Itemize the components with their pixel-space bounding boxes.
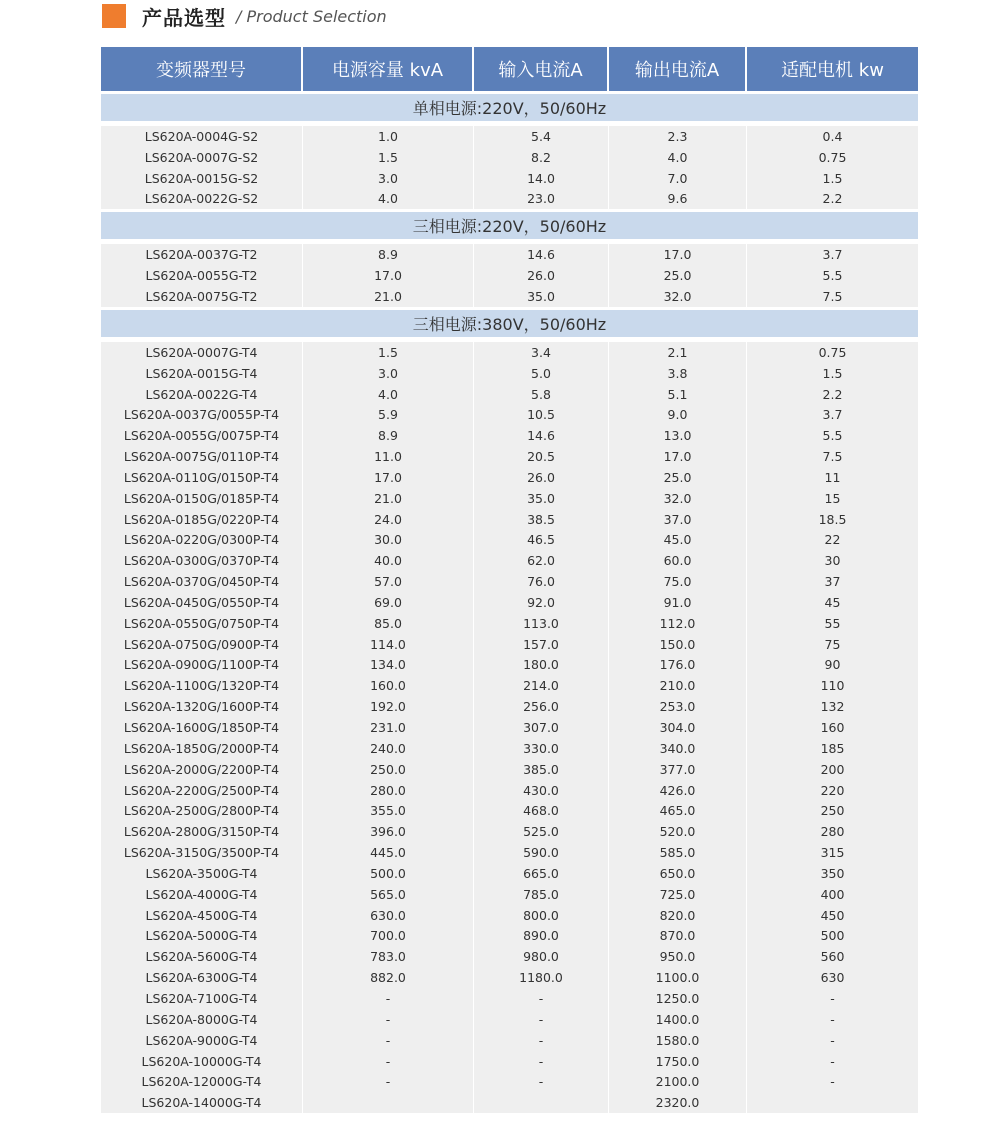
cell-input-current: 113.0 [474,613,609,634]
cell-input-current: 76.0 [474,571,609,592]
cell-input-current: 62.0 [474,550,609,571]
cell-motor-power: - [830,1011,835,1027]
cell-output-current: 650.0 [609,863,747,884]
table-row [101,926,918,947]
cell-input-current: 26.0 [474,467,609,488]
cell-motor-power: 132 [820,699,845,715]
table-row [101,717,918,738]
cell-output-current: 2320.0 [609,1092,747,1113]
cell-input-current: - [474,1071,609,1092]
cell-input-current: - [474,1030,609,1051]
cell-input-current: 8.2 [474,147,609,168]
cell-capacity: 3.0 [303,168,474,189]
heading-title-en: / Product Selection [236,6,387,26]
cell-input-current: 92.0 [474,592,609,613]
cell-input-current: 14.6 [474,244,609,265]
column-header-capacity: 电源容量 kvA [303,47,474,91]
table-row [101,189,918,210]
cell-output-current: 60.0 [609,550,747,571]
cell-model: LS620A-0185G/0220P-T4 [101,509,303,530]
table-row [101,265,918,286]
cell-input-current: 35.0 [474,488,609,509]
cell-output-current: 2.1 [609,342,747,363]
cell-output-current: 210.0 [609,675,747,696]
cell-model: LS620A-9000G-T4 [101,1030,303,1051]
cell-model: LS620A-6300G-T4 [101,967,303,988]
cell-motor-power: 7.5 [822,288,843,304]
cell-capacity: 17.0 [303,265,474,286]
table-row [101,244,918,265]
cell-motor-power: 0.4 [822,128,843,144]
cell-motor-power: 18.5 [818,511,847,527]
table-row [101,425,918,446]
cell-output-current: 5.1 [609,384,747,405]
cell-input-current: 180.0 [474,655,609,676]
cell-model: LS620A-0750G/0900P-T4 [101,634,303,655]
cell-model: LS620A-0015G-T4 [101,363,303,384]
cell-model: LS620A-5600G-T4 [101,946,303,967]
table-row [101,655,918,676]
table-row [101,530,918,551]
table-row [101,863,918,884]
table-row [101,800,918,821]
cell-model: LS620A-0022G-T4 [101,384,303,405]
cell-output-current: 91.0 [609,592,747,613]
cell-input-current: - [474,1009,609,1030]
cell-model: LS620A-2000G/2200P-T4 [101,759,303,780]
cell-model: LS620A-0007G-S2 [101,147,303,168]
cell-motor-power: 0.75 [818,149,847,165]
cell-model: LS620A-0075G-T2 [101,286,303,307]
cell-model: LS620A-3500G-T4 [101,863,303,884]
cell-output-current: 2100.0 [609,1071,747,1092]
cell-output-current: 2.3 [609,126,747,147]
cell-motor-power [747,1092,918,1113]
cell-input-current: 430.0 [474,780,609,801]
cell-capacity: 3.0 [303,363,474,384]
cell-capacity: 11.0 [303,446,474,467]
cell-output-current: 3.8 [609,363,747,384]
cell-model: LS620A-0220G/0300P-T4 [101,530,303,551]
cell-motor-power: 5.5 [822,268,843,284]
cell-model: LS620A-0450G/0550P-T4 [101,592,303,613]
table-row [101,126,918,147]
cell-input-current: 35.0 [474,286,609,307]
cell-input-current: 1180.0 [474,967,609,988]
cell-output-current: 253.0 [609,696,747,717]
cell-capacity: - [303,1009,474,1030]
table-row [101,592,918,613]
cell-capacity: 134.0 [303,655,474,676]
cell-motor-power: 37 [824,574,841,590]
cell-output-current: 1400.0 [609,1009,747,1030]
cell-capacity: 783.0 [303,946,474,967]
cell-motor-power: 45 [824,594,841,610]
cell-motor-power: 200 [820,761,845,777]
cell-model: LS620A-0055G-T2 [101,265,303,286]
cell-motor-power: 250 [820,803,845,819]
table-row [101,342,918,363]
cell-capacity: 85.0 [303,613,474,634]
cell-motor-power: 560 [820,949,845,965]
cell-model: LS620A-0007G-T4 [101,342,303,363]
cell-capacity: - [303,1071,474,1092]
product-selection-table [101,47,918,1113]
cell-motor-power: - [830,1053,835,1069]
cell-model: LS620A-14000G-T4 [101,1092,303,1113]
cell-output-current: 377.0 [609,759,747,780]
cell-input-current: 800.0 [474,905,609,926]
cell-output-current: 32.0 [609,286,747,307]
cell-input-current: 20.5 [474,446,609,467]
cell-input-current: 385.0 [474,759,609,780]
table-row [101,738,918,759]
cell-input-current: 214.0 [474,675,609,696]
cell-motor-power: 90 [824,657,841,673]
table-row [101,550,918,571]
cell-capacity: 240.0 [303,738,474,759]
cell-input-current: 5.0 [474,363,609,384]
cell-capacity: 30.0 [303,530,474,551]
cell-capacity: 160.0 [303,675,474,696]
cell-motor-power: 7.5 [822,449,843,465]
cell-motor-power: 400 [820,886,845,902]
cell-output-current: 13.0 [609,425,747,446]
cell-model: LS620A-0037G/0055P-T4 [101,404,303,425]
cell-output-current: 725.0 [609,884,747,905]
cell-model: LS620A-5000G-T4 [101,926,303,947]
table-row [101,384,918,405]
table-row [101,147,918,168]
cell-output-current: 950.0 [609,946,747,967]
table-row [101,884,918,905]
table-row [101,446,918,467]
cell-motor-power: 55 [824,615,841,631]
table-row [101,821,918,842]
cell-input-current [474,1092,609,1113]
cell-output-current: 1750.0 [609,1051,747,1072]
cell-input-current: 14.6 [474,425,609,446]
cell-model: LS620A-0550G/0750P-T4 [101,613,303,634]
cell-model: LS620A-0900G/1100P-T4 [101,655,303,676]
table-row [101,675,918,696]
cell-capacity: 630.0 [303,905,474,926]
cell-motor-power: 315 [820,845,845,861]
cell-output-current: 304.0 [609,717,747,738]
cell-capacity [303,1092,474,1113]
cell-model: LS620A-1850G/2000P-T4 [101,738,303,759]
cell-motor-power: 1.5 [822,365,843,381]
cell-motor-power: 3.7 [822,247,843,263]
cell-output-current: 870.0 [609,926,747,947]
cell-input-current: 157.0 [474,634,609,655]
cell-input-current: 785.0 [474,884,609,905]
table-row [101,780,918,801]
cell-output-current: 426.0 [609,780,747,801]
cell-motor-power: 2.2 [822,191,843,207]
cell-output-current: 17.0 [609,446,747,467]
cell-input-current: 23.0 [474,189,609,210]
cell-motor-power: 280 [820,824,845,840]
section-header-row: 三相电源:220V，50/60Hz [101,212,918,239]
cell-output-current: 585.0 [609,842,747,863]
cell-input-current: 307.0 [474,717,609,738]
cell-motor-power: 185 [820,740,845,756]
cell-input-current: 256.0 [474,696,609,717]
cell-capacity: 24.0 [303,509,474,530]
table-header [101,47,918,91]
cell-output-current: 17.0 [609,244,747,265]
cell-capacity: 700.0 [303,926,474,947]
cell-capacity: 250.0 [303,759,474,780]
cell-motor-power: 11 [824,469,841,485]
cell-model: LS620A-4000G-T4 [101,884,303,905]
cell-model: LS620A-0370G/0450P-T4 [101,571,303,592]
cell-model: LS620A-0015G-S2 [101,168,303,189]
cell-model: LS620A-0110G/0150P-T4 [101,467,303,488]
cell-model: LS620A-0022G-S2 [101,189,303,210]
table-row [101,363,918,384]
cell-output-current: 9.0 [609,404,747,425]
cell-capacity: 69.0 [303,592,474,613]
cell-capacity: - [303,1051,474,1072]
cell-input-current: - [474,1051,609,1072]
cell-capacity: 8.9 [303,425,474,446]
cell-model: LS620A-0150G/0185P-T4 [101,488,303,509]
cell-capacity: 1.5 [303,147,474,168]
cell-capacity: 192.0 [303,696,474,717]
cell-output-current: 25.0 [609,467,747,488]
cell-motor-power: - [830,1032,835,1048]
table-row [101,905,918,926]
cell-motor-power: 30 [824,553,841,569]
cell-capacity: 280.0 [303,780,474,801]
cell-input-current: 590.0 [474,842,609,863]
cell-output-current: 9.6 [609,189,747,210]
cell-capacity: 565.0 [303,884,474,905]
cell-capacity: 5.9 [303,404,474,425]
cell-model: LS620A-0037G-T2 [101,244,303,265]
cell-input-current: 980.0 [474,946,609,967]
table-body [101,94,918,1113]
cell-capacity: 4.0 [303,384,474,405]
cell-model: LS620A-0300G/0370P-T4 [101,550,303,571]
table-row [101,1051,918,1072]
cell-input-current: - [474,988,609,1009]
cell-motor-power: 450 [820,907,845,923]
cell-motor-power: 350 [820,865,845,881]
column-header-output-current: 输出电流A [609,47,747,91]
column-header-model: 变频器型号 [101,47,303,91]
table-row [101,634,918,655]
cell-capacity: 396.0 [303,821,474,842]
cell-output-current: 176.0 [609,655,747,676]
cell-model: LS620A-2200G/2500P-T4 [101,780,303,801]
cell-output-current: 820.0 [609,905,747,926]
cell-motor-power: 75 [824,636,841,652]
table-row [101,1092,918,1113]
section-header-row: 三相电源:380V，50/60Hz [101,310,918,337]
cell-motor-power: 2.2 [822,386,843,402]
table-row [101,467,918,488]
cell-model: LS620A-1100G/1320P-T4 [101,675,303,696]
cell-capacity: - [303,1030,474,1051]
cell-motor-power: - [830,1074,835,1090]
cell-model: LS620A-2500G/2800P-T4 [101,800,303,821]
cell-model: LS620A-10000G-T4 [101,1051,303,1072]
cell-input-current: 14.0 [474,168,609,189]
cell-model: LS620A-12000G-T4 [101,1071,303,1092]
table-row [101,1071,918,1092]
cell-motor-power: 1.5 [822,170,843,186]
cell-motor-power: 500 [820,928,845,944]
cell-capacity: 8.9 [303,244,474,265]
cell-motor-power: 15 [824,490,841,506]
cell-model: LS620A-7100G-T4 [101,988,303,1009]
table-row [101,696,918,717]
table-row [101,168,918,189]
cell-capacity: 1.5 [303,342,474,363]
cell-capacity: 21.0 [303,488,474,509]
cell-output-current: 37.0 [609,509,747,530]
cell-input-current: 665.0 [474,863,609,884]
cell-model: LS620A-1320G/1600P-T4 [101,696,303,717]
cell-capacity: 40.0 [303,550,474,571]
cell-capacity: 114.0 [303,634,474,655]
cell-capacity: 445.0 [303,842,474,863]
column-header-motor-power: 适配电机 kw [781,60,884,81]
cell-model: LS620A-3150G/3500P-T4 [101,842,303,863]
cell-output-current: 1100.0 [609,967,747,988]
cell-model: LS620A-0004G-S2 [101,126,303,147]
cell-capacity: 17.0 [303,467,474,488]
cell-motor-power: 160 [820,720,845,736]
cell-input-current: 26.0 [474,265,609,286]
cell-model: LS620A-1600G/1850P-T4 [101,717,303,738]
table-row [101,759,918,780]
cell-model: LS620A-0075G/0110P-T4 [101,446,303,467]
cell-output-current: 150.0 [609,634,747,655]
cell-motor-power: 5.5 [822,428,843,444]
cell-capacity: 500.0 [303,863,474,884]
heading-title-cn: 产品选型 [142,5,226,30]
cell-input-current: 38.5 [474,509,609,530]
cell-output-current: 32.0 [609,488,747,509]
table-row [101,286,918,307]
table-row [101,404,918,425]
table-row [101,509,918,530]
table-row [101,613,918,634]
cell-motor-power: - [830,990,835,1006]
cell-model: LS620A-4500G-T4 [101,905,303,926]
cell-output-current: 25.0 [609,265,747,286]
orange-square-icon [102,4,126,28]
cell-model: LS620A-0055G/0075P-T4 [101,425,303,446]
cell-output-current: 45.0 [609,530,747,551]
cell-input-current: 5.4 [474,126,609,147]
cell-capacity: 231.0 [303,717,474,738]
cell-input-current: 525.0 [474,821,609,842]
cell-model: LS620A-8000G-T4 [101,1009,303,1030]
cell-capacity: 4.0 [303,189,474,210]
cell-input-current: 330.0 [474,738,609,759]
cell-capacity: 21.0 [303,286,474,307]
cell-motor-power: 22 [824,532,841,548]
page-heading [102,2,387,30]
cell-motor-power: 3.7 [822,407,843,423]
cell-model: LS620A-2800G/3150P-T4 [101,821,303,842]
table-row [101,1009,918,1030]
cell-input-current: 3.4 [474,342,609,363]
table-row [101,1030,918,1051]
cell-output-current: 1250.0 [609,988,747,1009]
table-row [101,571,918,592]
cell-motor-power: 630 [820,970,845,986]
cell-output-current: 465.0 [609,800,747,821]
cell-output-current: 112.0 [609,613,747,634]
table-row [101,967,918,988]
table-row [101,988,918,1009]
table-row [101,842,918,863]
cell-capacity: 57.0 [303,571,474,592]
column-header-input-current: 输入电流A [474,47,609,91]
cell-input-current: 468.0 [474,800,609,821]
cell-output-current: 1580.0 [609,1030,747,1051]
cell-input-current: 890.0 [474,926,609,947]
cell-capacity: 1.0 [303,126,474,147]
cell-input-current: 46.5 [474,530,609,551]
cell-input-current: 5.8 [474,384,609,405]
cell-input-current: 10.5 [474,404,609,425]
table-row [101,488,918,509]
table-row [101,946,918,967]
cell-output-current: 520.0 [609,821,747,842]
cell-motor-power: 220 [820,782,845,798]
cell-capacity: 882.0 [303,967,474,988]
cell-motor-power: 110 [820,678,845,694]
cell-output-current: 340.0 [609,738,747,759]
cell-output-current: 75.0 [609,571,747,592]
cell-capacity: - [303,988,474,1009]
cell-motor-power: 0.75 [818,344,847,360]
cell-output-current: 7.0 [609,168,747,189]
cell-capacity: 355.0 [303,800,474,821]
section-header-row: 单相电源:220V，50/60Hz [101,94,918,121]
cell-output-current: 4.0 [609,147,747,168]
